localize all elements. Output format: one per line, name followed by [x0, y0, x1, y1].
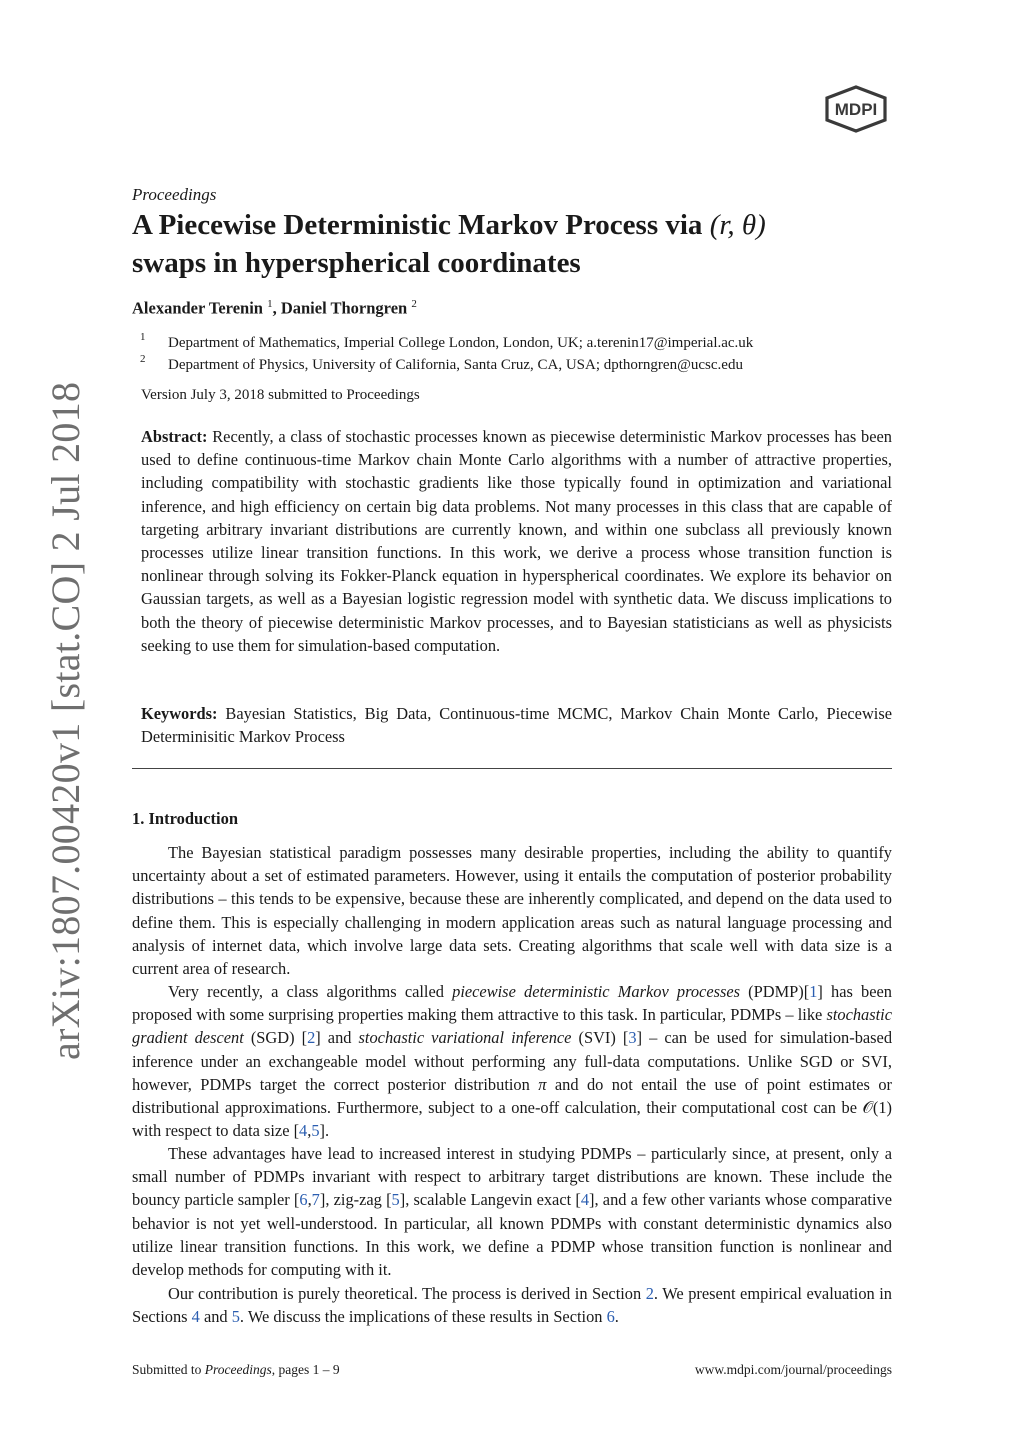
citation-link[interactable]: 5: [311, 1121, 320, 1141]
author-name: Alexander Terenin: [132, 298, 263, 318]
section-heading: 1. Introduction: [132, 809, 239, 828]
citation-link[interactable]: 1: [809, 982, 818, 1001]
citation-link[interactable]: 6: [299, 1190, 308, 1210]
svg-text:MDPI: MDPI: [834, 100, 878, 119]
author-affiliation-mark: 2: [411, 298, 417, 310]
arxiv-identifier-stamp: arXiv:1807.00420v1 [stat.CO] 2 Jul 2018: [43, 381, 88, 1060]
title-line-2: swaps in hyperspherical coordinates: [132, 247, 581, 279]
title-line-1: A Piecewise Deterministic Markov Process via: [132, 209, 703, 241]
citation-link[interactable]: 7: [311, 1190, 320, 1210]
section-link[interactable]: 2: [645, 1284, 654, 1303]
section-link[interactable]: 6: [606, 1307, 615, 1327]
keywords-label: Keywords:: [141, 704, 218, 723]
version-line: Version July 3, 2018 submitted to Proceedings: [141, 387, 420, 403]
citation-link[interactable]: 4: [299, 1121, 308, 1141]
section-divider: [132, 768, 892, 769]
citation-link[interactable]: 4: [580, 1190, 590, 1210]
citation-link[interactable]: 3: [628, 1028, 637, 1048]
section-link[interactable]: 5: [231, 1307, 240, 1327]
mdpi-logo: [819, 84, 893, 134]
title-math: (r, θ): [709, 209, 766, 241]
abstract-label: Abstract:: [141, 427, 208, 446]
keywords-text: Bayesian Statistics, Big Data, Continuous-time MCMC, Markov Chain Monte Carlo, Piecewise Determinisitic Markov Process: [141, 704, 892, 747]
paragraph: Very recently, a class algorithms called piecewise deterministic Markov processes (PDMP)[1] has been proposed with some surprising properties making them attractive to this task. In particular, PDMPs – like stochastic gradient descent (SGD) [2] and stochastic variational inference (SVI) [3] – can be used for simulation-based inference under an exchangeable model without performing any full-data computations. Unlike SGD or SVI, however, PDMPs target the correct posterior distribution π and do not entail the use of point estimates or distributional approximations. Furthermore, subject to a one-off calculation, their computational cost can be 𝒪(1) with respect to data size [4,5].: [132, 982, 893, 1141]
section-link[interactable]: 4: [191, 1307, 200, 1327]
keywords: [141, 702, 892, 748]
author-name: Daniel Thorngren: [280, 298, 408, 318]
math-symbol: π: [538, 1074, 547, 1094]
abstract: [141, 425, 892, 657]
paper-title: [132, 206, 892, 282]
math-symbol: 𝒪(1): [862, 1098, 892, 1118]
author-list: Alexander Terenin $^1$, Daniel Thorngren $^2$: [132, 298, 417, 318]
footer-submission: Submitted to Proceedings, pages 1 – 9: [132, 1362, 340, 1377]
paragraph: Our contribution is purely theoretical. The process is derived in Section 2. We present empirical evaluation in Sections 4 and 5. We discuss the implications of these results in Section 6.: [132, 1284, 892, 1327]
footer-journal-url[interactable]: www.mdpi.com/journal/proceedings: [694, 1362, 892, 1377]
journal-label: Proceedings: [132, 185, 217, 204]
paragraph: The Bayesian statistical paradigm possesses many desirable properties, including the ability to quantify uncertainty about a set of estimated parameters. However, using it entails the computation of posterior probability distributions – this tends to be expensive, because these are inherently complicated, and depend on the data used to define them. This is especially challenging in modern application areas such as natural language processing and analysis of internet data, which involve large data sets. Creating algorithms that scale well with data size is a current area of research.: [132, 843, 892, 979]
abstract-text: Recently, a class of stochastic processes known as piecewise deterministic Markov processes has been used to define continuous-time Markov chain Monte Carlo algorithms with a number of attractive properties, including compatibility with stochastic gradients like those typically found in optimization and variational inference, and high efficiency on certain big data problems. Not many processes in this class that are capable of targeting arbitrary invariant distributions are currently known, and within one subclass all previously known processes utilize linear transition functions. In this work, we derive a process whose transition function is nonlinear through solving its Fokker-Planck equation in hyperspherical coordinates. We explore its behavior on Gaussian targets, as well as a Bayesian logistic regression model with synthetic data. We discuss implications to both the theory of piecewise deterministic Markov processes, and to Bayesian statisticians as well as physicists seeking to use them for simulation-based computation.: [141, 427, 892, 655]
citation-link[interactable]: 5: [391, 1190, 400, 1210]
citation-link[interactable]: 2: [307, 1028, 316, 1048]
author-affiliation-mark: 1: [267, 298, 273, 310]
paragraph: These advantages have lead to increased interest in studying PDMPs – particularly since, at present, only a small number of PDMPs invariant with respect to arbitrary target distributions are known. These include the bouncy particle sampler [6,7], zig-zag [5], scalable Langevin exact [4], and a few other variants whose comparative behavior is not yet well-understood. In particular, all known PDMPs with constant deterministic dynamics also utilize linear transition functions. In this work, we define a PDMP whose transition function is nonlinear and develop methods for computing with it.: [132, 1144, 892, 1280]
